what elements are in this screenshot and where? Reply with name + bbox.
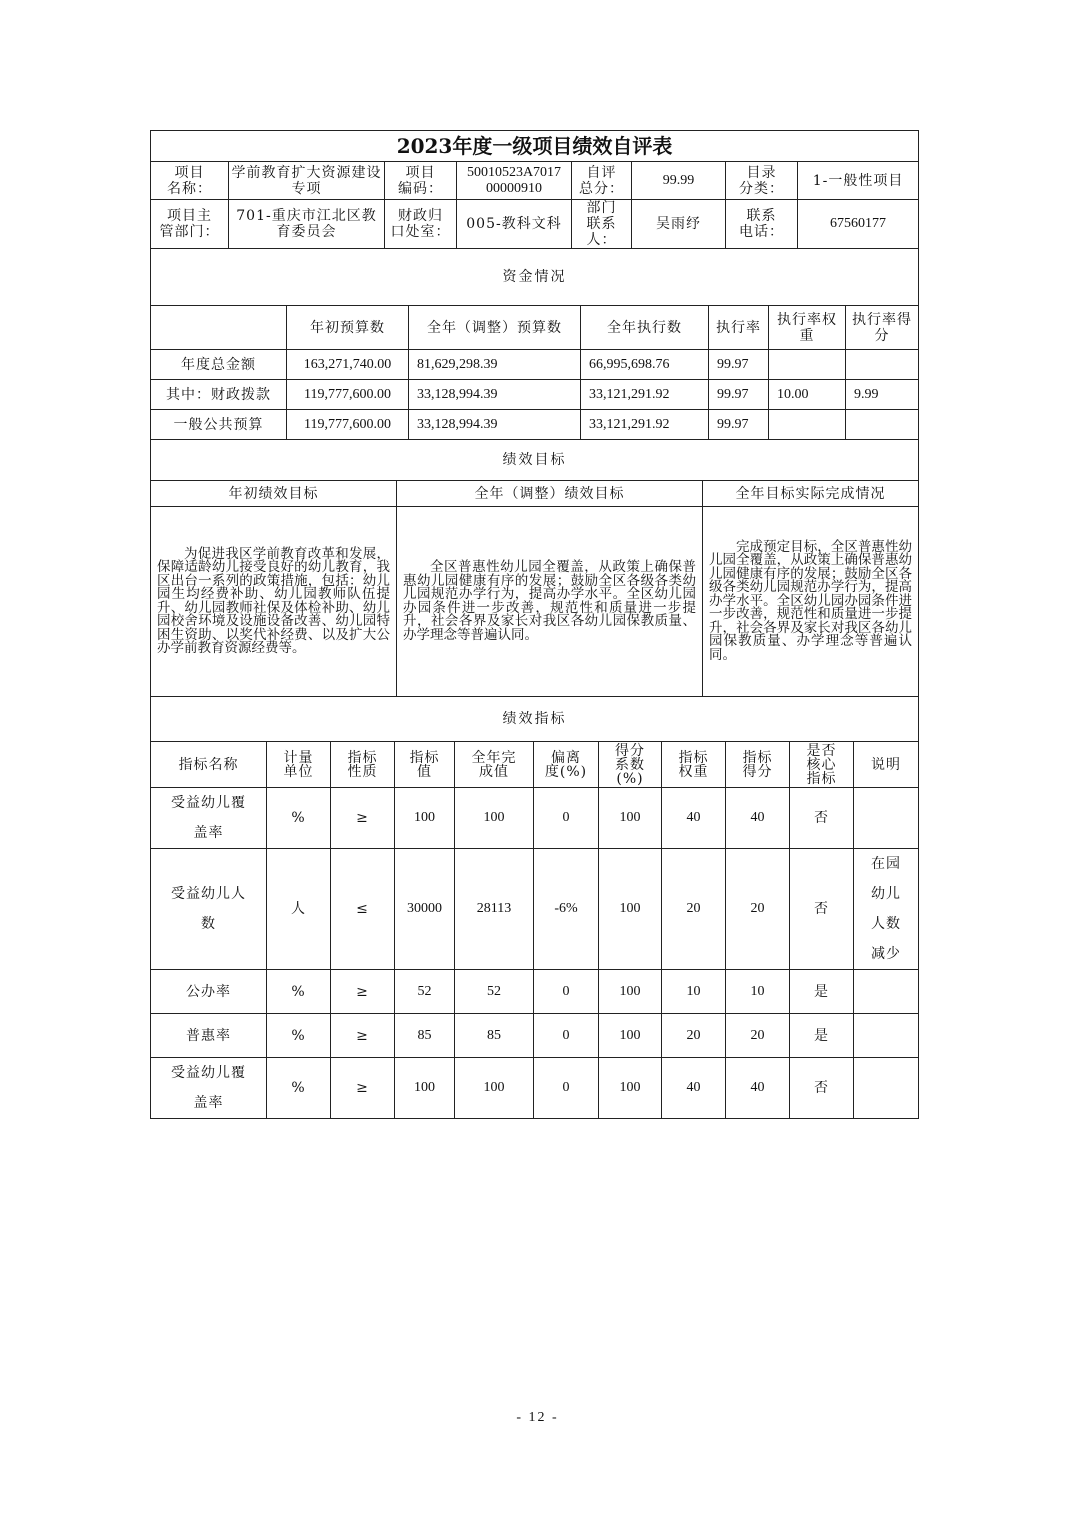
ind-deviation: 0 [534, 1014, 599, 1058]
ind-name: 公办率 [151, 970, 267, 1014]
ind-actual: 100 [455, 1058, 534, 1119]
finance-label: 财政归 口处室： [385, 200, 457, 249]
self-score: 99.99 [632, 162, 726, 200]
ind-note [854, 1014, 919, 1058]
funds-section-title: 资金情况 [151, 249, 919, 306]
project-code-label: 项目 编码： [385, 162, 457, 200]
funds-header-blank [151, 306, 287, 350]
phone: 67560177 [798, 200, 919, 249]
ind-deviation: -6% [534, 849, 599, 970]
project-name-label: 项目 名称： [151, 162, 229, 200]
indicators-table [150, 696, 919, 1119]
funds-score: 9.99 [846, 380, 919, 410]
goals-header-actual: 全年目标实际完成情况 [703, 481, 919, 507]
indicator-row [151, 788, 919, 849]
ind-core: 否 [790, 1058, 854, 1119]
ind-name: 受益幼儿覆 盖率 [151, 1058, 267, 1119]
category-label: 目录 分类： [726, 162, 798, 200]
ind-actual: 100 [455, 788, 534, 849]
ind-score: 20 [726, 849, 790, 970]
ind-header-actual: 全年完 成值 [455, 742, 534, 788]
self-score-label: 自评 总分： [572, 162, 632, 200]
dept: 701-重庆市江北区教育委员会 [229, 200, 385, 249]
ind-nature: ≥ [331, 1014, 395, 1058]
ind-core: 是 [790, 1014, 854, 1058]
ind-header-note: 说明 [854, 742, 919, 788]
phone-label: 联系 电话： [726, 200, 798, 249]
ind-name: 受益幼儿人 数 [151, 849, 267, 970]
ind-actual: 28113 [455, 849, 534, 970]
indicators-section-title: 绩效指标 [151, 697, 919, 742]
ind-deviation: 0 [534, 788, 599, 849]
goals-header-initial: 年初绩效目标 [151, 481, 397, 507]
funds-table [150, 248, 919, 440]
ind-header-nature: 指标 性质 [331, 742, 395, 788]
ind-unit: % [267, 970, 331, 1014]
indicator-row [151, 970, 919, 1014]
ind-weight: 20 [662, 849, 726, 970]
ind-name: 普惠率 [151, 1014, 267, 1058]
ind-score: 40 [726, 788, 790, 849]
ind-deviation: 0 [534, 970, 599, 1014]
goal-actual-text: 完成预定目标，全区普惠性幼儿园全覆盖，从政策上确保普惠幼儿园健康有序的发展；鼓励全区各级各类幼儿园规范办学行为，提高办学水平。全区幼儿园办园条件进一步改善，规范性和质量进一步提升，社会各界及家长对我区各幼儿园保教质量、办学理念等普遍认同。 [703, 507, 919, 697]
ind-weight: 40 [662, 788, 726, 849]
funds-initial: 163,271,740.00 [287, 350, 409, 380]
ind-nature: ≥ [331, 788, 395, 849]
ind-nature: ≤ [331, 849, 395, 970]
ind-header-deviation: 偏离 度(%) [534, 742, 599, 788]
funds-row [151, 380, 919, 410]
ind-unit: 人 [267, 849, 331, 970]
ind-core: 否 [790, 849, 854, 970]
funds-executed: 33,121,291.92 [581, 380, 709, 410]
ind-coef: 100 [599, 1014, 662, 1058]
contact-label: 部门 联系人： [572, 200, 632, 249]
dept-label: 项目主 管部门： [151, 200, 229, 249]
ind-nature: ≥ [331, 1058, 395, 1119]
funds-score [846, 350, 919, 380]
ind-note [854, 970, 919, 1014]
ind-unit: % [267, 1058, 331, 1119]
ind-note [854, 1058, 919, 1119]
ind-target: 30000 [395, 849, 455, 970]
goal-adjusted-text: 全区普惠性幼儿园全覆盖，从政策上确保普惠幼儿园健康有序的发展；鼓励全区各级各类幼儿园规范办学行为，提高办学水平。全区幼儿园办园条件进一步改善，规范性和质量进一步提升，社会各界及家长对我区各幼儿园保教质量、办学理念等普遍认同。 [397, 507, 703, 697]
funds-row-label: 一般公共预算 [151, 410, 287, 440]
ind-nature: ≥ [331, 970, 395, 1014]
finance: 005-教科文科 [457, 200, 572, 249]
ind-coef: 100 [599, 970, 662, 1014]
ind-deviation: 0 [534, 1058, 599, 1119]
funds-weight [769, 350, 846, 380]
ind-note: 在园 幼儿 人数 减少 [854, 849, 919, 970]
ind-note [854, 788, 919, 849]
funds-header-executed: 全年执行数 [581, 306, 709, 350]
page-number: - 12 - [516, 1410, 559, 1425]
ind-weight: 10 [662, 970, 726, 1014]
ind-score: 10 [726, 970, 790, 1014]
funds-executed: 33,121,291.92 [581, 410, 709, 440]
ind-header-core: 是否 核心 指标 [790, 742, 854, 788]
ind-header-target: 指标 值 [395, 742, 455, 788]
ind-coef: 100 [599, 849, 662, 970]
header-table [150, 130, 919, 249]
funds-executed: 66,995,698.76 [581, 350, 709, 380]
project-code: 50010523A7017 00000910 [457, 162, 572, 200]
ind-header-score: 指标 得分 [726, 742, 790, 788]
ind-core: 是 [790, 970, 854, 1014]
self-evaluation-form [150, 130, 918, 1119]
ind-coef: 100 [599, 788, 662, 849]
funds-weight: 10.00 [769, 380, 846, 410]
funds-header-weight: 执行率权重 [769, 306, 846, 350]
ind-coef: 100 [599, 1058, 662, 1119]
goals-table [150, 439, 919, 697]
ind-core: 否 [790, 788, 854, 849]
funds-adjusted: 33,128,994.39 [409, 410, 581, 440]
funds-row-label: 年度总金额 [151, 350, 287, 380]
funds-rate: 99.97 [709, 410, 769, 440]
ind-name: 受益幼儿覆 盖率 [151, 788, 267, 849]
funds-header-rate: 执行率 [709, 306, 769, 350]
ind-weight: 40 [662, 1058, 726, 1119]
funds-score [846, 410, 919, 440]
project-name: 学前教育扩大资源建设专项 [229, 162, 385, 200]
ind-unit: % [267, 788, 331, 849]
funds-weight [769, 410, 846, 440]
ind-target: 85 [395, 1014, 455, 1058]
indicator-row [151, 849, 919, 970]
ind-score: 20 [726, 1014, 790, 1058]
funds-initial: 119,777,600.00 [287, 410, 409, 440]
contact: 吴雨纾 [632, 200, 726, 249]
goals-section-title: 绩效目标 [151, 440, 919, 481]
ind-header-weight: 指标 权重 [662, 742, 726, 788]
ind-target: 100 [395, 1058, 455, 1119]
ind-header-name: 指标名称 [151, 742, 267, 788]
form-title: 2023年度一级项目绩效自评表 [151, 131, 919, 162]
goals-header-adjusted: 全年（调整）绩效目标 [397, 481, 703, 507]
funds-row [151, 350, 919, 380]
funds-adjusted: 81,629,298.39 [409, 350, 581, 380]
funds-row [151, 410, 919, 440]
indicator-row [151, 1058, 919, 1119]
indicator-row [151, 1014, 919, 1058]
funds-initial: 119,777,600.00 [287, 380, 409, 410]
ind-score: 40 [726, 1058, 790, 1119]
ind-target: 52 [395, 970, 455, 1014]
ind-header-coef: 得分 系数 (%) [599, 742, 662, 788]
ind-actual: 85 [455, 1014, 534, 1058]
funds-row-label: 其中：财政拨款 [151, 380, 287, 410]
ind-target: 100 [395, 788, 455, 849]
funds-rate: 99.97 [709, 350, 769, 380]
funds-header-adjusted: 全年（调整）预算数 [409, 306, 581, 350]
ind-header-unit: 计量 单位 [267, 742, 331, 788]
ind-actual: 52 [455, 970, 534, 1014]
funds-header-score: 执行率得分 [846, 306, 919, 350]
ind-unit: % [267, 1014, 331, 1058]
goal-initial-text: 为促进我区学前教育改革和发展，保障适龄幼儿接受良好的幼儿教育，我区出台一系列的政策措施，包括：幼儿园生均经费补助、幼儿园教师队伍提升、幼儿园教师社保及体检补助、幼儿园校舍环境及设施设备改善、幼儿园特困生资助、以奖代补经费、以及扩大公办学前教育资源经费等。 [151, 507, 397, 697]
funds-adjusted: 33,128,994.39 [409, 380, 581, 410]
ind-weight: 20 [662, 1014, 726, 1058]
funds-header-initial: 年初预算数 [287, 306, 409, 350]
funds-rate: 99.97 [709, 380, 769, 410]
category: 1-一般性项目 [798, 162, 919, 200]
